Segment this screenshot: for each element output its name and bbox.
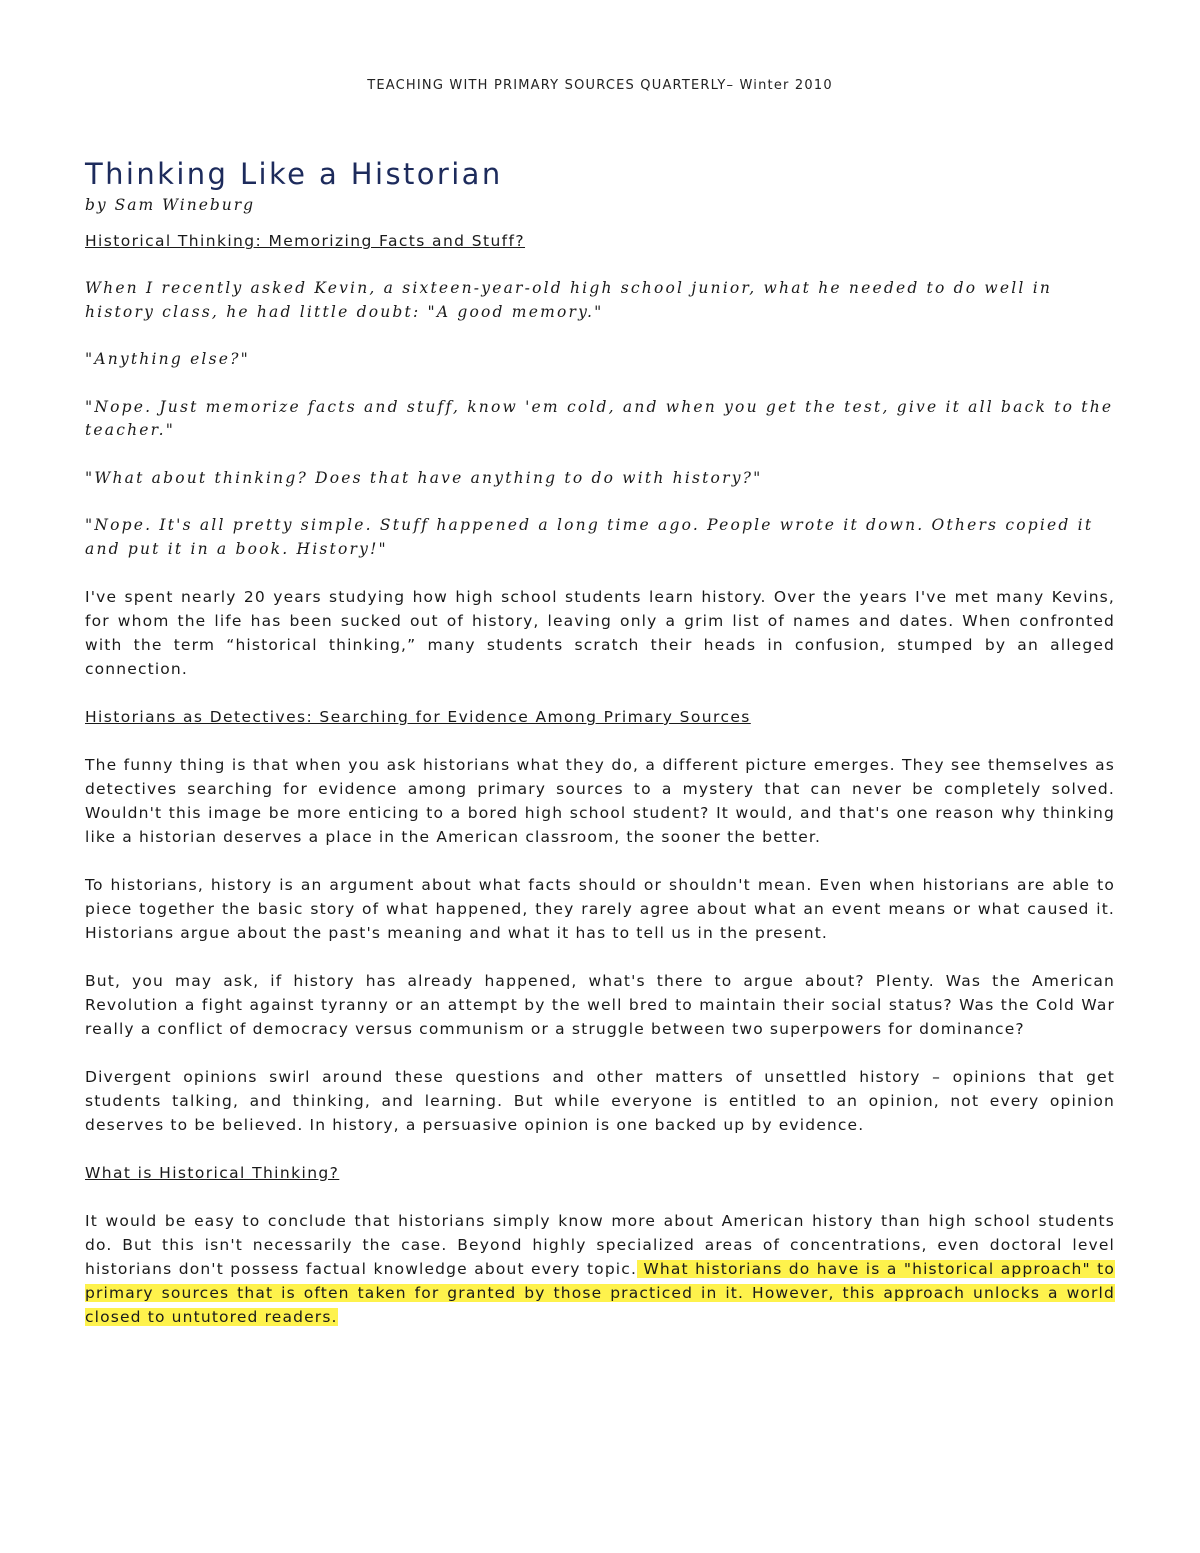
dialogue-paragraph: "Nope. Just memorize facts and stuff, know 'em cold, and when you get the test, give it all back to the teacher." xyxy=(85,397,1114,439)
body-paragraph: The funny thing is that when you ask historians what they do, a different picture emerges. They see themselves as detectives searching for evidence among primary sources to a mystery that can never be completely solved. Wouldn't this image be more enticing to a bored high school student? It would, and that's one reason why thinking like a historian deserves a place in the American classroom, the sooner the better. xyxy=(85,756,1115,846)
highlighted-text: What historians do have is a "historical approach" to primary sources that is often taken for granted by those practiced in it. However, this approach unlocks a world closed to untutored readers. xyxy=(85,1260,1115,1326)
article-byline: by Sam Wineburg xyxy=(85,196,256,214)
body-paragraph: I've spent nearly 20 years studying how high school students learn history. Over the years I've met many Kevins, for whom the life has been sucked out of history, leaving only a grim list of names and dates. When confronted with the term “historical thinking,” many students scratch their heads in confusion, stumped by an alleged connection. xyxy=(85,588,1115,678)
article-body xyxy=(85,155,1115,1353)
section-heading-memorizing: Historical Thinking: Memorizing Facts and Stuff? xyxy=(85,232,526,250)
article-title: Thinking Like a Historian xyxy=(85,157,503,191)
dialogue-paragraph: When I recently asked Kevin, a sixteen-year-old high school junior, what he needed to do well in history class, he had little doubt: "A good memory." xyxy=(85,279,1053,321)
dialogue-paragraph: "What about thinking? Does that have anything to do with history?" xyxy=(85,468,763,487)
body-paragraph: Divergent opinions swirl around these questions and other matters of unsettled history – opinions that get students talking, and thinking, and learning. But while everyone is entitled to an opinion, not every opinion deserves to be believed. In history, a persuasive opinion is one backed up by evidence. xyxy=(85,1068,1115,1134)
body-paragraph-with-highlight xyxy=(85,1209,1115,1329)
body-paragraph: To historians, history is an argument about what facts should or shouldn't mean. Even when historians are able to piece together the basic story of what happened, they rarely agree about what an event means or what caused it. Historians argue about the past's meaning and what it has to tell us in the present. xyxy=(85,876,1115,942)
body-paragraph: But, you may ask, if history has already happened, what's there to argue about? Plenty. Was the American Revolution a fight against tyranny or an attempt by the well bred to maintain their social status? Was the Cold War really a conflict of democracy versus communism or a struggle between two superpowers for dominance? xyxy=(85,972,1115,1038)
section-heading-detectives: Historians as Detectives: Searching for Evidence Among Primary Sources xyxy=(85,708,751,726)
running-header: TEACHING WITH PRIMARY SOURCES QUARTERLY– Winter 2010 xyxy=(367,78,833,93)
paragraph-text: It would be easy to conclude that historians simply know more about American history than high school students do. But this isn't necessarily the case. Beyond highly specialized areas of concentrations, even doctoral level historians don't possess factual knowledge about every topic. xyxy=(85,1212,1115,1278)
section-heading-what-is: What is Historical Thinking? xyxy=(85,1164,340,1182)
dialogue-paragraph: "Anything else?" xyxy=(85,350,250,368)
dialogue-paragraph: "Nope. It's all pretty simple. Stuff happened a long time ago. People wrote it down. Others copied it and put it in a book. History!" xyxy=(85,516,1094,558)
